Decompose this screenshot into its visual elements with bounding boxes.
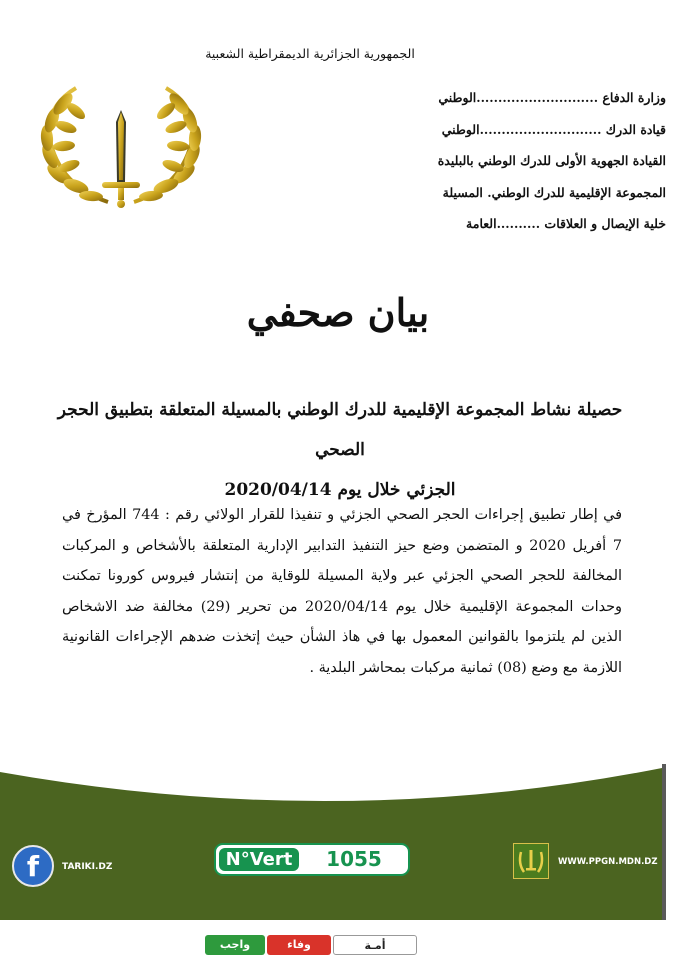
document-subject <box>30 390 650 510</box>
admin-line-ministry: وزارة الدفاع ............................الوطني <box>438 90 666 105</box>
admin-line-regional-command: القيادة الجهوية الأولى للدرك الوطني بالبليدة <box>437 153 666 168</box>
footer-banner <box>0 760 676 920</box>
republic-header: الجمهورية الجزائرية الديمقراطية الشعبية <box>205 46 415 61</box>
slogan-duty: واجب <box>205 935 265 955</box>
facebook-label[interactable]: TARIKI.DZ <box>62 862 113 872</box>
gendarmerie-emblem <box>36 84 206 214</box>
document-body: في إطار تطبيق إجراءات الحجر الصحي الجزئي و تنفيذا للقرار الولائي رقم : 744 المؤرخ في 7 أفريل 2020 و المتضمن وضع حيز التنفيذ التدابير الإدارية المتعلقة بالأشخاص و المركبات المخالفة للحجر الصحي الجزئي عبر ولاية المسيلة للوقاية من إنتشار فيروس كورونا تمكنت وحدات المجموعة الإقليمية خلال يوم 2020/04/14 من تحرير (29) مخالفة ضد الاشخاص الذين لم يلتزموا بالقوانين المعمول بها في هاذ الشأن حيث إتخذت ضدهم الإجراءات القانونية اللازمة مع وضع (08) ثمانية مركبات بمحاشر البلدية . <box>62 507 622 676</box>
admin-line-command: قيادة الدرك ............................الوطني <box>441 121 666 137</box>
subject-line-1: حصيلة نشاط المجموعة الإقليمية للدرك الوطني بالمسيلة المتعلقة بتطبيق الحجر الصحي <box>57 400 623 460</box>
document-title: بيان صحفي <box>246 290 430 335</box>
administrative-header <box>326 88 666 246</box>
subject-line-2: الجزئي خلال يوم 2020/04/14 <box>224 480 456 500</box>
green-number-tag: N°Vert <box>219 848 299 871</box>
slogan-loyalty: وفاء <box>267 935 331 955</box>
admin-line-communication-cell: خلية الإيصال و العلاقات ..........العامة <box>466 216 666 231</box>
slogan-nation: أمـة <box>333 935 417 955</box>
facebook-icon[interactable]: f <box>12 845 54 887</box>
admin-line-regional-group: المجموعة الإقليمية للدرك الوطني. المسيلة <box>442 184 666 200</box>
website-label[interactable]: WWW.PPGN.MDN.DZ <box>558 857 658 867</box>
green-number: 1055 <box>326 847 382 871</box>
gendarmerie-mini-logo <box>513 843 549 879</box>
green-number-badge[interactable] <box>214 843 410 876</box>
